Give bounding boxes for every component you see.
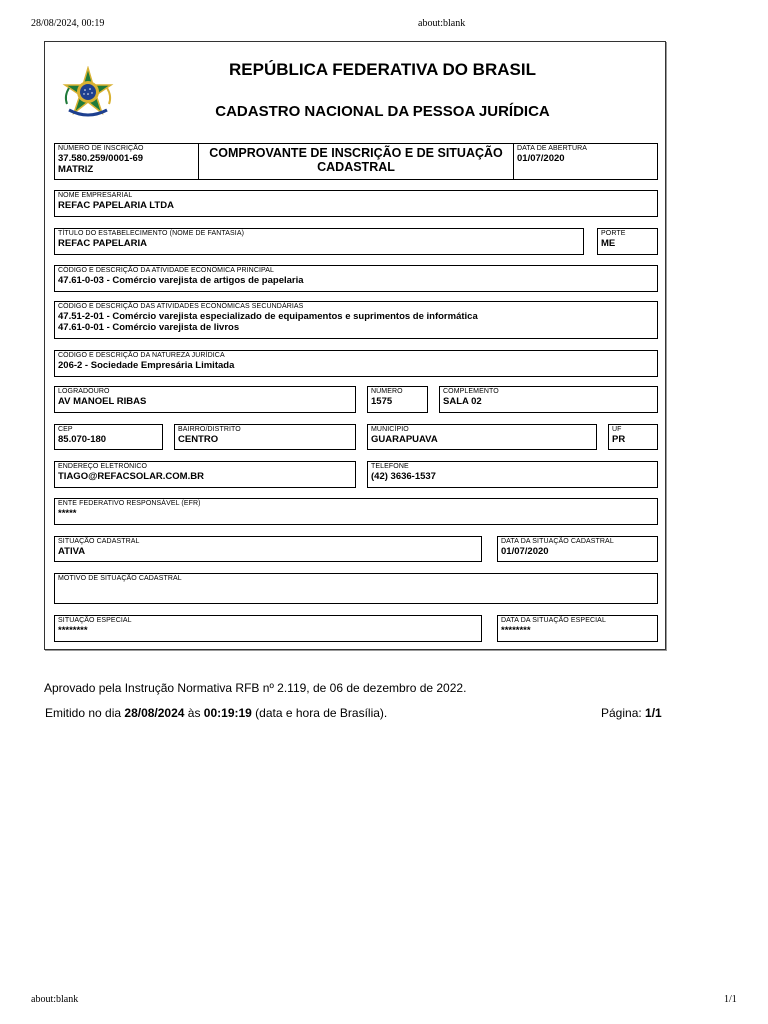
emission-suffix: (data e hora de Brasília). — [251, 706, 388, 720]
comprovante-title-box — [198, 143, 514, 180]
inscricao-field — [54, 143, 199, 180]
logradouro-label: LOGRADOURO — [58, 388, 110, 395]
complemento-value: SALA 02 — [443, 396, 482, 407]
emission-date: 28/08/2024 — [124, 706, 185, 720]
numero-field — [367, 386, 428, 413]
numero-value: 1575 — [371, 396, 393, 407]
comprovante-line1: COMPROVANTE DE INSCRIÇÃO E DE SITUAÇÃO — [209, 146, 503, 160]
emission-time: 00:19:19 — [203, 706, 252, 720]
inscricao-number: 37.580.259/0001-69 — [58, 153, 144, 164]
fantasia-value: REFAC PAPELARIA — [58, 238, 148, 249]
print-page-count: 1/1 — [724, 994, 737, 1005]
data-situacao-especial-value: ******** — [501, 625, 531, 636]
page-indicator — [601, 706, 662, 720]
situacao-field — [54, 536, 482, 562]
uf-field — [608, 424, 658, 450]
page-label: Página: — [601, 706, 646, 720]
data-situacao-especial-field — [497, 615, 658, 642]
fantasia-label: TÍTULO DO ESTABELECIMENTO (NOME DE FANTASIA) — [58, 230, 245, 237]
motivo-field — [54, 573, 658, 604]
atividade-principal-field — [54, 265, 658, 292]
situacao-especial-field — [54, 615, 482, 642]
porte-field — [597, 228, 658, 255]
emission-note — [45, 706, 387, 720]
emission-prefix: Emitido no dia — [45, 706, 125, 720]
cep-value: 85.070-180 — [58, 434, 107, 445]
efr-field — [54, 498, 658, 525]
email-label: ENDEREÇO ELETRÔNICO — [58, 463, 148, 470]
print-footer-url: about:blank — [31, 994, 79, 1005]
logradouro-value: AV MANOEL RIBAS — [58, 396, 147, 407]
complemento-label: COMPLEMENTO — [443, 388, 499, 395]
document-card — [44, 41, 666, 650]
bairro-value: CENTRO — [178, 434, 219, 445]
fantasia-field — [54, 228, 584, 255]
data-situacao-value: 01/07/2020 — [501, 546, 549, 557]
efr-label: ENTE FEDERATIVO RESPONSÁVEL (EFR) — [58, 500, 201, 507]
approval-note: Aprovado pela Instrução Normativa RFB nº 2.119, de 06 de dezembro de 2022. — [44, 681, 467, 695]
inscricao-type: MATRIZ — [58, 164, 94, 175]
emission-mid: às — [184, 706, 204, 720]
abertura-label: DATA DE ABERTURA — [517, 145, 588, 152]
telefone-field — [367, 461, 658, 488]
complemento-field — [439, 386, 658, 413]
nome-empresarial-field — [54, 190, 658, 217]
atividade-principal-label: CÓDIGO E DESCRIÇÃO DA ATIVIDADE ECONÔMICA PRINCIPAL — [58, 267, 275, 274]
municipio-value: GUARAPUAVA — [371, 434, 438, 445]
abertura-value: 01/07/2020 — [517, 153, 565, 164]
natureza-juridica-label: CÓDIGO E DESCRIÇÃO DA NATUREZA JURÍDICA — [58, 352, 225, 359]
bairro-label: BAIRRO/DISTRITO — [178, 426, 241, 433]
numero-label: NÚMERO — [371, 388, 403, 395]
data-situacao-field — [497, 536, 658, 562]
data-situacao-label: DATA DA SITUAÇÃO CADASTRAL — [501, 538, 614, 545]
situacao-especial-label: SITUAÇÃO ESPECIAL — [58, 617, 132, 624]
bairro-field — [174, 424, 356, 450]
abertura-field — [513, 143, 658, 180]
atividade-secundaria-item: 47.51-2-01 - Comércio varejista especializado de equipamentos e suprimentos de informática — [58, 311, 478, 322]
document-subtitle: CADASTRO NACIONAL DA PESSOA JURÍDICA — [215, 103, 550, 120]
email-field — [54, 461, 356, 488]
motivo-label: MOTIVO DE SITUAÇÃO CADASTRAL — [58, 575, 182, 582]
telefone-value: (42) 3636-1537 — [371, 471, 436, 482]
uf-label: UF — [612, 426, 622, 433]
municipio-field — [367, 424, 597, 450]
inscricao-label: NÚMERO DE INSCRIÇÃO — [58, 145, 144, 152]
porte-label: PORTE — [601, 230, 626, 237]
atividades-secundarias-field — [54, 301, 658, 339]
document-title: REPÚBLICA FEDERATIVA DO BRASIL — [229, 60, 536, 79]
email-value: TIAGO@REFACSOLAR.COM.BR — [58, 471, 204, 482]
logradouro-field — [54, 386, 356, 413]
cep-field — [54, 424, 163, 450]
page-value: 1/1 — [645, 706, 662, 720]
uf-value: PR — [612, 434, 626, 445]
natureza-juridica-value: 206-2 - Sociedade Empresária Limitada — [58, 360, 235, 371]
nome-empresarial-label: NOME EMPRESARIAL — [58, 192, 133, 199]
print-page-title: about:blank — [418, 18, 466, 29]
municipio-label: MUNICÍPIO — [371, 426, 409, 433]
porte-value: ME — [601, 238, 616, 249]
situacao-label: SITUAÇÃO CADASTRAL — [58, 538, 140, 545]
print-datetime: 28/08/2024, 00:19 — [31, 18, 105, 29]
nome-empresarial-value: REFAC PAPELARIA LTDA — [58, 200, 174, 211]
situacao-value: ATIVA — [58, 546, 86, 557]
atividade-principal-value: 47.61-0-03 - Comércio varejista de artigos de papelaria — [58, 275, 304, 286]
cep-label: CEP — [58, 426, 73, 433]
natureza-juridica-field — [54, 350, 658, 377]
efr-value: ***** — [58, 508, 77, 519]
data-situacao-especial-label: DATA DA SITUAÇÃO ESPECIAL — [501, 617, 606, 624]
situacao-especial-value: ******** — [58, 625, 88, 636]
atividades-secundarias-label: CÓDIGO E DESCRIÇÃO DAS ATIVIDADES ECONÔMICAS SECUNDÁRIAS — [58, 303, 304, 310]
atividade-secundaria-item: 47.61-0-01 - Comércio varejista de livros — [58, 322, 240, 333]
telefone-label: TELEFONE — [371, 463, 409, 470]
comprovante-line2: CADASTRAL — [317, 160, 395, 174]
